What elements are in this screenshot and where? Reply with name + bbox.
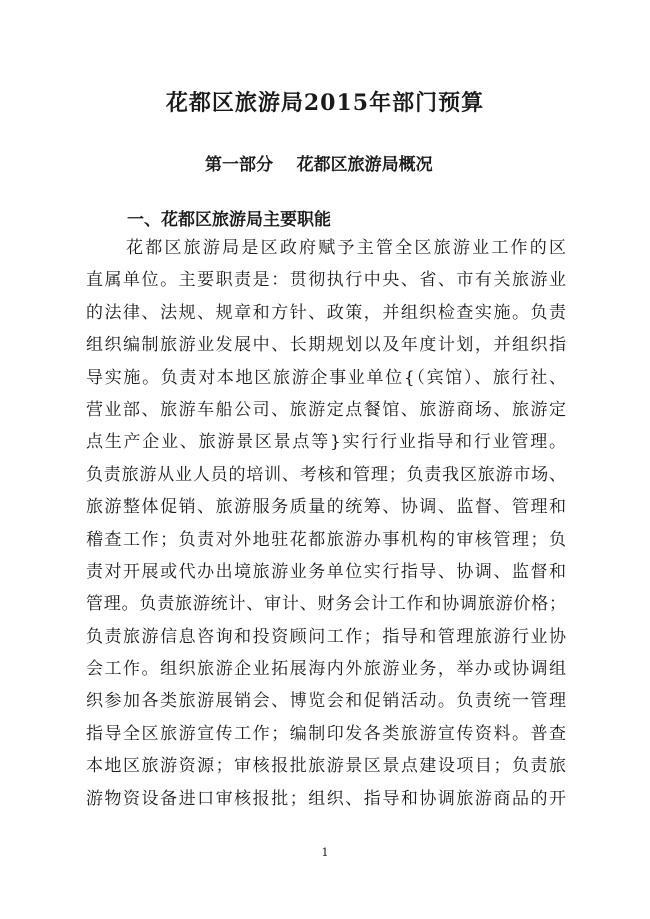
body-line: 的法律、法规、规章和方针、政策，并组织检查实施。负责: [86, 302, 566, 323]
body-line: 负责旅游从业人员的培训、考核和管理；负责我区旅游市场、: [86, 464, 566, 485]
body-text: [86, 232, 566, 815]
body-line: 游物资设备进口审核报批；组织、指导和协调旅游商品的开: [86, 788, 566, 809]
body-line: 责对开展或代办出境旅游业务单位实行指导、协调、监督和: [86, 561, 566, 582]
body-line: 管理。负责旅游统计、审计、财务会计工作和协调旅游价格；: [86, 594, 566, 615]
document-title: 花都区旅游局2015年部门预算: [165, 90, 485, 116]
body-line: 指导全区旅游宣传工作；编制印发各类旅游宣传资料。普查: [86, 723, 566, 744]
body-line: 导实施。负责对本地区旅游企事业单位{（宾馆）、旅行社、: [86, 367, 566, 388]
body-line: 织参加各类旅游展销会、博览会和促销活动。负责统一管理: [86, 691, 566, 712]
body-line: 花都区旅游局是区政府赋予主管全区旅游业工作的区: [126, 238, 566, 258]
body-line: 稽查工作；负责对外地驻花都旅游办事机构的审核管理；负: [86, 529, 566, 550]
body-line: 会工作。组织旅游企业拓展海内外旅游业务，举办或协调组: [86, 659, 566, 680]
page-number: 1: [321, 846, 329, 859]
body-line: 负责旅游信息咨询和投资顾问工作；指导和管理旅游行业协: [86, 626, 566, 647]
body-line: 营业部、旅游车船公司、旅游定点餐馆、旅游商场、旅游定: [86, 399, 566, 420]
body-line: 直属单位。主要职责是：贯彻执行中央、省、市有关旅游业: [86, 270, 566, 291]
body-line: 点生产企业、旅游景区景点等}实行行业指导和行业管理。: [86, 432, 566, 453]
body-line: 旅游整体促销、旅游服务质量的统筹、协调、监督、管理和: [86, 497, 566, 518]
body-line: 组织编制旅游业发展中、长期规划以及年度计划，并组织指: [86, 335, 566, 356]
section-heading: 一、花都区旅游局主要职能: [127, 210, 331, 230]
part-title: 第一部分 花都区旅游局概况: [205, 155, 433, 175]
body-line: 本地区旅游资源；审核报批旅游景区景点建设项目；负责旅: [86, 756, 566, 777]
